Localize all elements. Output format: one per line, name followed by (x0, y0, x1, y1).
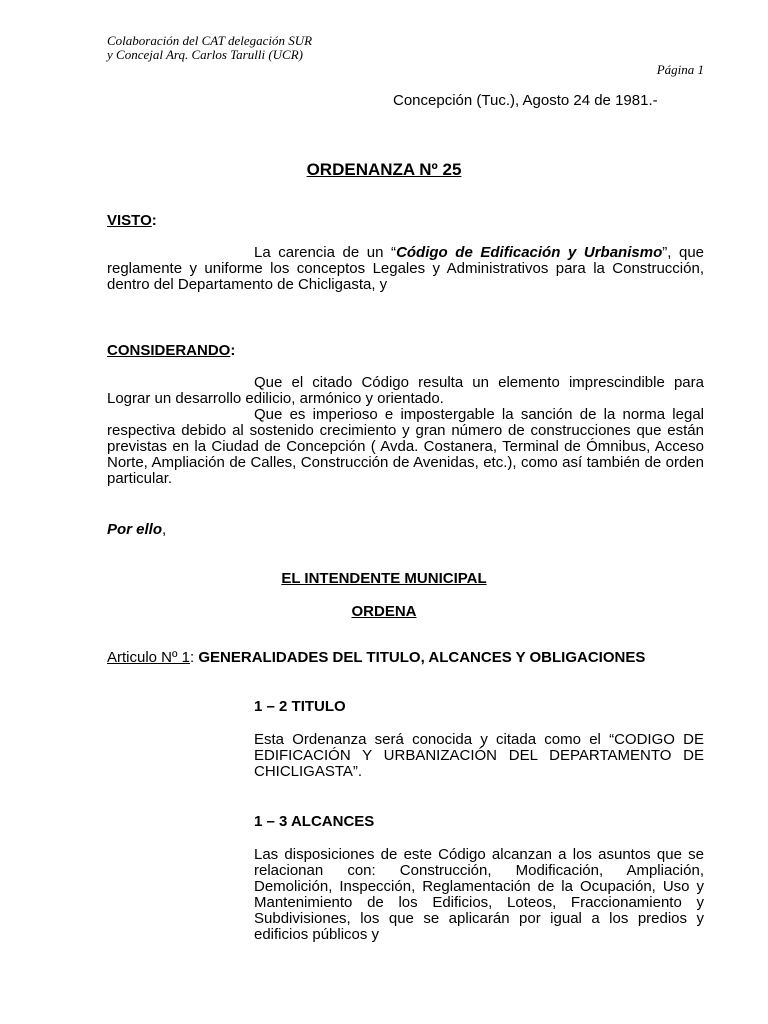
page-number: Página 1 (656, 62, 704, 77)
visto-text-post: ”, que reglamente y uniforme los conceptos Legales y Administrativos para la Construcción, dentro del Departamento de Chicligasta, y (107, 244, 704, 293)
date-line: Concepción (Tuc.), Agosto 24 de 1981.- (393, 92, 658, 109)
visto-emphasis: Código de Edificación y Urbanismo (396, 244, 663, 261)
considerando-heading: CONSIDERANDO: (107, 342, 236, 359)
ordena-heading: ORDENA (351, 603, 417, 620)
por-ello: Por ello, (107, 521, 167, 538)
articulo-label: Articulo Nº 1 (107, 649, 191, 666)
titulo-heading (254, 699, 704, 715)
titulo-heading-text: 1 – 2 TITULO (254, 698, 346, 715)
considerando-p2: Que es imperioso e impostergable la sanción de la norma legal respectiva debido al sostenido crecimiento y gran número de construcciones que están previstas en la Ciudad de Concepción ( Avda. Costanera, Terminal de Ómnibus, Acceso Norte, Ampliación de Calles, Construcción de Avenidas, etc.), como así también de orden particular. (107, 406, 704, 487)
visto-text-pre: La carencia de un “ (254, 244, 397, 261)
titulo-paragraph: Esta Ordenanza será conocida y citada como el “CODIGO DE EDIFICACIÓN Y URBANIZACIÓN DEL DEPARTAMENTO DE CHICLIGASTA”. (254, 731, 704, 780)
visto-label: VISTO (107, 212, 152, 229)
visto-heading: VISTO: (107, 212, 157, 229)
por-ello-text: Por ello (107, 521, 163, 538)
intendente-heading: EL INTENDENTE MUNICIPAL (281, 570, 487, 587)
header-line-1: Colaboración del CAT delegación SUR (107, 33, 313, 48)
alcances-heading (254, 814, 704, 830)
considerando-paragraphs (107, 375, 704, 487)
document-title: ORDENANZA Nº 25 (306, 160, 462, 179)
articulo-1: Articulo Nº 1: GENERALIDADES DEL TITULO, ALCANCES Y OBLIGACIONES (107, 649, 646, 666)
header-line-2: y Concejal Arq. Carlos Tarulli (UCR) (107, 47, 303, 62)
articulo-heading: GENERALIDADES DEL TITULO, ALCANCES Y OBLIGACIONES (198, 649, 646, 666)
considerando-p1: Que el citado Código resulta un elemento imprescindible para Lograr un desarrollo edilicio, armónico y orientado. (107, 374, 704, 407)
considerando-label: CONSIDERANDO (107, 342, 231, 359)
visto-paragraph (107, 245, 704, 293)
alcances-heading-text: 1 – 3 ALCANCES (254, 813, 375, 830)
alcances-paragraph: Las disposiciones de este Código alcanzan a los asuntos que se relacionan con: Construcción, Modificación, Ampliación, Demolición, Inspección, Reglamentación de la Ocupación, Uso y Mantenimiento de los Edificios, Loteos, Fraccionamiento y Subdivisiones, los que se aplicarán por igual a los predios y edificios públicos y (254, 846, 704, 943)
header-note (107, 34, 312, 62)
